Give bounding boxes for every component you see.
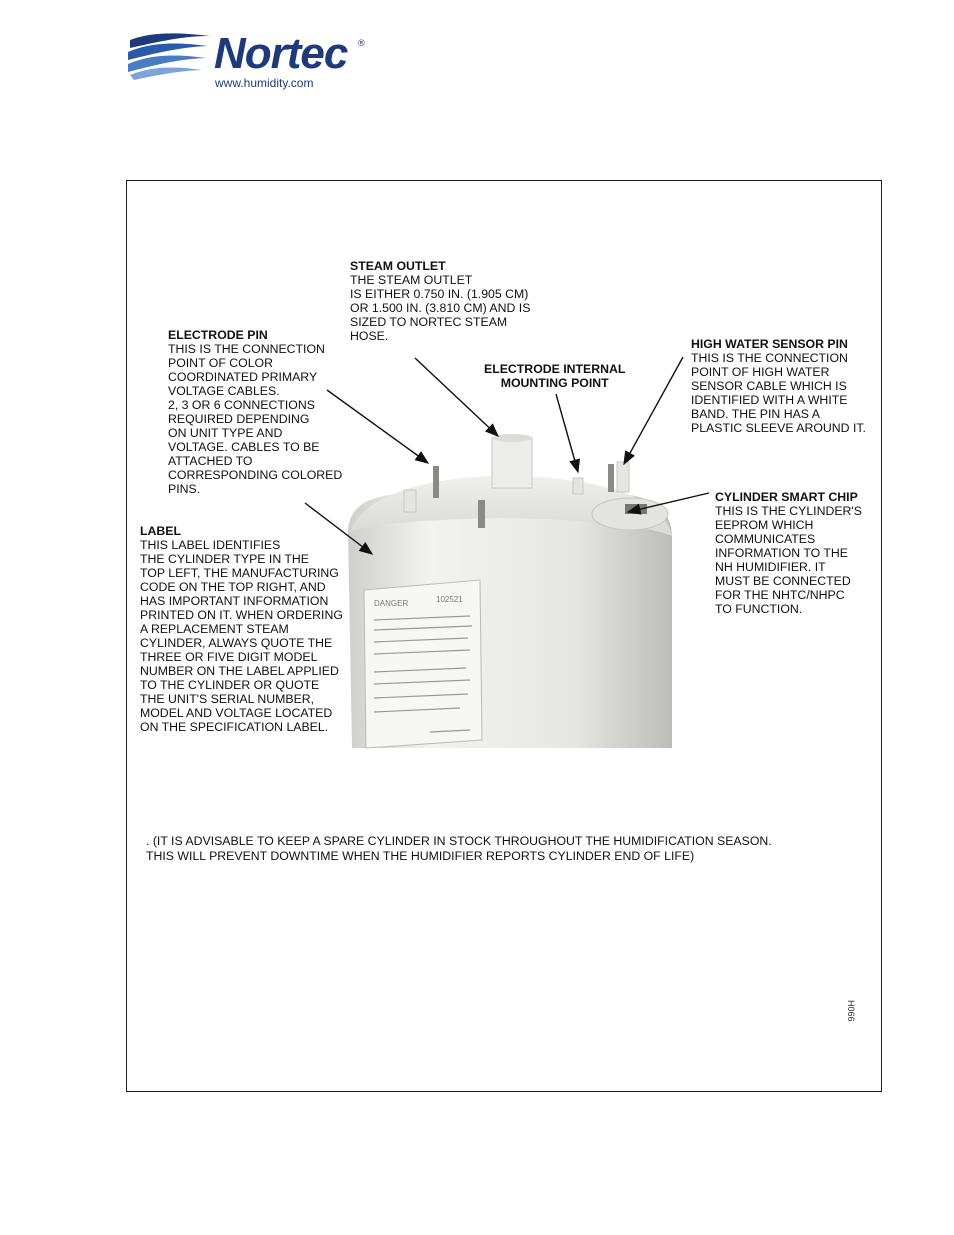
callout-electrode-pin (168, 328, 342, 496)
callout-body: THIS LABEL IDENTIFIES THE CYLINDER TYPE IN THE TOP LEFT, THE MANUFACTURING CODE ON THE TOP RIGHT, AND HAS IMPORTANT INFORMATION PRINTED ON IT. WHEN ORDERING A REPLACEMENT STEAM CYLINDER, ALWAYS QUOTE THE THREE OR FIVE DIGIT MODEL NUMBER ON THE LABEL APPLIED TO THE CYLINDER OR QUOTE THE UNIT'S SERIAL NUMBER, MODEL AND VOLTAGE LOCATED ON THE SPECIFICATION LABEL. (140, 538, 343, 734)
photo-label-code: 102521 (436, 595, 463, 604)
brand-wordmark: Nortec (214, 29, 348, 78)
arrow-high-water (624, 357, 683, 464)
brand-url: www.humidity.com (215, 76, 314, 90)
callout-title: HIGH WATER SENSOR PIN (691, 337, 848, 351)
callout-body: THIS IS THE CONNECTION POINT OF HIGH WATER SENSOR CABLE WHICH IS IDENTIFIED WITH A WHITE BAND. THE PIN HAS A PLASTIC SLEEVE AROUND IT. (691, 351, 866, 435)
callout-title: LABEL (140, 524, 181, 538)
callout-electrode-internal (484, 362, 625, 390)
photo-label-danger: DANGER (374, 599, 409, 608)
callout-title: ELECTRODE INTERNAL MOUNTING POINT (484, 362, 626, 390)
callout-high-water-sensor (691, 337, 866, 435)
arrow-smart-chip (628, 493, 709, 512)
callout-title: CYLINDER SMART CHIP (715, 490, 858, 504)
callout-smart-chip (715, 490, 862, 616)
figure-code: H066 (846, 1000, 856, 1022)
spare-cylinder-note: . (IT IS ADVISABLE TO KEEP A SPARE CYLINDER IN STOCK THROUGHOUT THE HUMIDIFICATION SEASON. THIS WILL PREVENT DOWNTIME WHEN THE HUMIDIFIER REPORTS CYLINDER END OF LIFE) (146, 834, 772, 863)
callout-title: STEAM OUTLET (350, 259, 446, 273)
callout-body: THIS IS THE CYLINDER'S EEPROM WHICH COMMUNICATES INFORMATION TO THE NH HUMIDIFIER. IT MUST BE CONNECTED FOR THE NHTC/NHPC TO FUNCTION. (715, 504, 862, 616)
callout-body: THE STEAM OUTLET IS EITHER 0.750 IN. (1.905 CM) OR 1.500 IN. (3.810 CM) AND IS SIZED TO NORTEC STEAM HOSE. (350, 273, 531, 343)
callout-label (140, 524, 343, 734)
callout-title: ELECTRODE PIN (168, 328, 268, 342)
registered-mark: ® (358, 38, 365, 48)
callout-steam-outlet (350, 259, 530, 343)
arrow-electrode-internal (556, 394, 578, 472)
callout-body: THIS IS THE CONNECTION POINT OF COLOR COORDINATED PRIMARY VOLTAGE CABLES. 2, 3 OR 6 CONNECTIONS REQUIRED DEPENDING ON UNIT TYPE AND VOLTAGE. CABLES TO BE ATTACHED TO CORRESPONDING COLORED PINS. (168, 342, 343, 496)
